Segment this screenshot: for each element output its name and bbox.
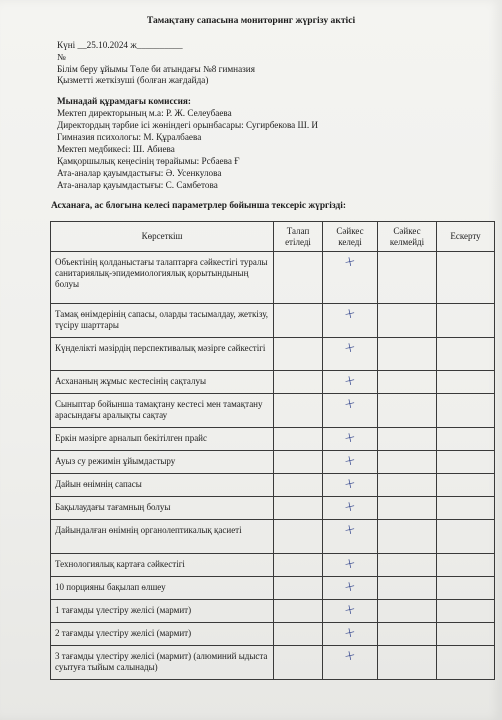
column-header-not-complies: Сәйкес келмейді <box>378 222 437 252</box>
inspection-table <box>50 221 495 680</box>
date-line: Күні __25.10.2024 ж__________ <box>57 40 183 50</box>
complies-cell <box>323 577 378 600</box>
required-cell <box>274 338 323 371</box>
not-complies-cell <box>378 338 437 371</box>
commission-member: Ата-аналар қауымдастығы: Ә. Усенкулова <box>57 168 222 178</box>
indicator-cell: Объектінің қолданыстағы талаптарға сәйкестігі туралы санитариялық-эпидемиологиялық қорытындының болуы <box>51 252 274 304</box>
required-cell <box>274 304 323 338</box>
indicator-cell: 1 тағамды үлестіру желісі (мармит) <box>51 600 274 623</box>
complies-cell <box>323 497 378 520</box>
note-cell <box>437 623 495 646</box>
handwritten-plus-mark: + <box>342 497 358 517</box>
commission-member: Ата-аналар қауымдастығы: С. Самбетова <box>57 180 218 190</box>
indicator-cell: Технологиялық картаға сәйкестігі <box>51 554 274 577</box>
required-cell <box>274 428 323 451</box>
not-complies-cell <box>378 497 437 520</box>
provider-line: Қызметті жеткізуші (болған жағдайда) <box>57 75 209 86</box>
commission-heading: Мынадай құрамдағы комиссия: <box>57 96 191 106</box>
commission-block <box>57 95 318 191</box>
note-cell <box>437 394 495 428</box>
commission-member: Қамқоршылық кеңесінің төрайымы: Рсбаева Ғ <box>57 156 240 166</box>
not-complies-cell <box>378 474 437 497</box>
note-cell <box>437 304 495 338</box>
complies-cell <box>323 554 378 577</box>
handwritten-plus-mark: + <box>342 338 358 358</box>
required-cell <box>274 600 323 623</box>
table-row <box>51 394 495 428</box>
indicator-cell: Ауыз су режимін ұйымдастыру <box>51 451 274 474</box>
indicator-cell: Тамақ өнімдерінің сапасы, оларды тасымалдау, жеткізу, түсіру шарттары <box>51 304 274 338</box>
table-row <box>51 600 495 623</box>
handwritten-plus-mark: + <box>342 451 358 471</box>
document-header <box>57 40 255 87</box>
table-row <box>51 451 495 474</box>
handwritten-plus-mark: + <box>342 371 358 391</box>
complies-cell <box>323 394 378 428</box>
table-row <box>51 371 495 394</box>
handwritten-plus-mark: + <box>342 394 358 414</box>
complies-cell <box>323 338 378 371</box>
note-cell <box>437 497 495 520</box>
not-complies-cell <box>378 554 437 577</box>
indicator-cell: Дайын өнімнің сапасы <box>51 474 274 497</box>
commission-member: Мектеп директорының м.а: Р. Ж. Селеубаева <box>57 108 232 118</box>
indicator-cell: Еркін мәзірге арналып бекітілген прайс <box>51 428 274 451</box>
handwritten-plus-mark: + <box>342 252 358 272</box>
indicator-cell: Күнделікті мәзірдің перспективалық мәзірге сәйкестігі <box>51 338 274 371</box>
table-row <box>51 304 495 338</box>
not-complies-cell <box>378 304 437 338</box>
table-row <box>51 520 495 554</box>
handwritten-plus-mark: + <box>342 623 358 643</box>
column-header-complies: Сәйкес келеді <box>323 222 378 252</box>
number-line: № <box>57 51 66 62</box>
commission-member: Мектеп медбикесі: Ш. Абиева <box>57 144 175 154</box>
not-complies-cell <box>378 577 437 600</box>
note-cell <box>437 600 495 623</box>
note-cell <box>437 646 495 680</box>
handwritten-plus-mark: + <box>342 428 358 448</box>
table-row <box>51 497 495 520</box>
not-complies-cell <box>378 623 437 646</box>
required-cell <box>274 394 323 428</box>
required-cell <box>274 474 323 497</box>
note-cell <box>437 520 495 554</box>
column-header-indicator: Көрсеткіш <box>51 222 274 252</box>
indicator-cell: Дайындалған өнімнің органолептикалық қасиеті <box>51 520 274 554</box>
required-cell <box>274 646 323 680</box>
inspection-instruction: Асханаға, ас блогына келесі параметрлер бойынша тексеріс жүргізді: <box>51 201 346 211</box>
table-row <box>51 338 495 371</box>
handwritten-plus-mark: + <box>342 577 358 597</box>
complies-cell <box>323 428 378 451</box>
complies-cell <box>323 646 378 680</box>
required-cell <box>274 577 323 600</box>
complies-cell <box>323 474 378 497</box>
indicator-cell: 2 тағамды үлестіру желісі (мармит) <box>51 623 274 646</box>
table-row <box>51 252 495 304</box>
required-cell <box>274 371 323 394</box>
not-complies-cell <box>378 252 437 304</box>
table-row <box>51 428 495 451</box>
indicator-cell: Асхананың жұмыс кестесінің сақталуы <box>51 371 274 394</box>
required-cell <box>274 451 323 474</box>
complies-cell <box>323 371 378 394</box>
not-complies-cell <box>378 520 437 554</box>
note-cell <box>437 554 495 577</box>
required-cell <box>274 554 323 577</box>
column-header-note: Ескерту <box>437 222 495 252</box>
table-row <box>51 577 495 600</box>
table-row <box>51 646 495 680</box>
complies-cell <box>323 520 378 554</box>
handwritten-plus-mark: + <box>342 600 358 620</box>
indicator-cell: Бақылаудағы тағамның болуы <box>51 497 274 520</box>
indicator-cell: Сыныптар бойынша тамақтану кестесі мен тамақтану арасындағы аралықты сақтау <box>51 394 274 428</box>
note-cell <box>437 252 495 304</box>
handwritten-plus-mark: + <box>342 474 358 494</box>
not-complies-cell <box>378 428 437 451</box>
note-cell <box>437 371 495 394</box>
handwritten-plus-mark: + <box>342 304 358 324</box>
note-cell <box>437 338 495 371</box>
required-cell <box>274 623 323 646</box>
note-cell <box>437 474 495 497</box>
not-complies-cell <box>378 646 437 680</box>
note-cell <box>437 428 495 451</box>
document-title: Тамақтану сапасына мониторинг жүргізу актісі <box>146 15 356 26</box>
commission-member: Гимназия психологы: М. Құралбаева <box>57 132 202 142</box>
required-cell <box>274 497 323 520</box>
note-cell <box>437 577 495 600</box>
table-row <box>51 554 495 577</box>
commission-member: Директордың тәрбие ісі жөніндегі орынбасары: Сугирбекова Ш. И <box>57 120 319 130</box>
column-header-required: Талап етіледі <box>274 222 323 252</box>
handwritten-plus-mark: + <box>342 646 358 666</box>
table-row <box>51 623 495 646</box>
not-complies-cell <box>378 394 437 428</box>
handwritten-plus-mark: + <box>342 554 358 574</box>
not-complies-cell <box>378 451 437 474</box>
complies-cell <box>323 252 378 304</box>
not-complies-cell <box>378 600 437 623</box>
handwritten-plus-mark: + <box>342 520 358 540</box>
required-cell <box>274 520 323 554</box>
indicator-cell: 10 порцияны бақылап өлшеу <box>51 577 274 600</box>
complies-cell <box>323 451 378 474</box>
table-header-row <box>51 222 495 252</box>
complies-cell <box>323 623 378 646</box>
complies-cell <box>323 600 378 623</box>
required-cell <box>274 252 323 304</box>
table-row <box>51 474 495 497</box>
complies-cell <box>323 304 378 338</box>
indicator-cell: 3 тағамды үлестіру желісі (мармит) (алюминий ыдыста суытуға тыйым салынады) <box>51 646 274 680</box>
note-cell <box>437 451 495 474</box>
school-line: Білім беру ұйымы Төле би атындағы №8 гимназия <box>57 63 255 74</box>
not-complies-cell <box>378 371 437 394</box>
